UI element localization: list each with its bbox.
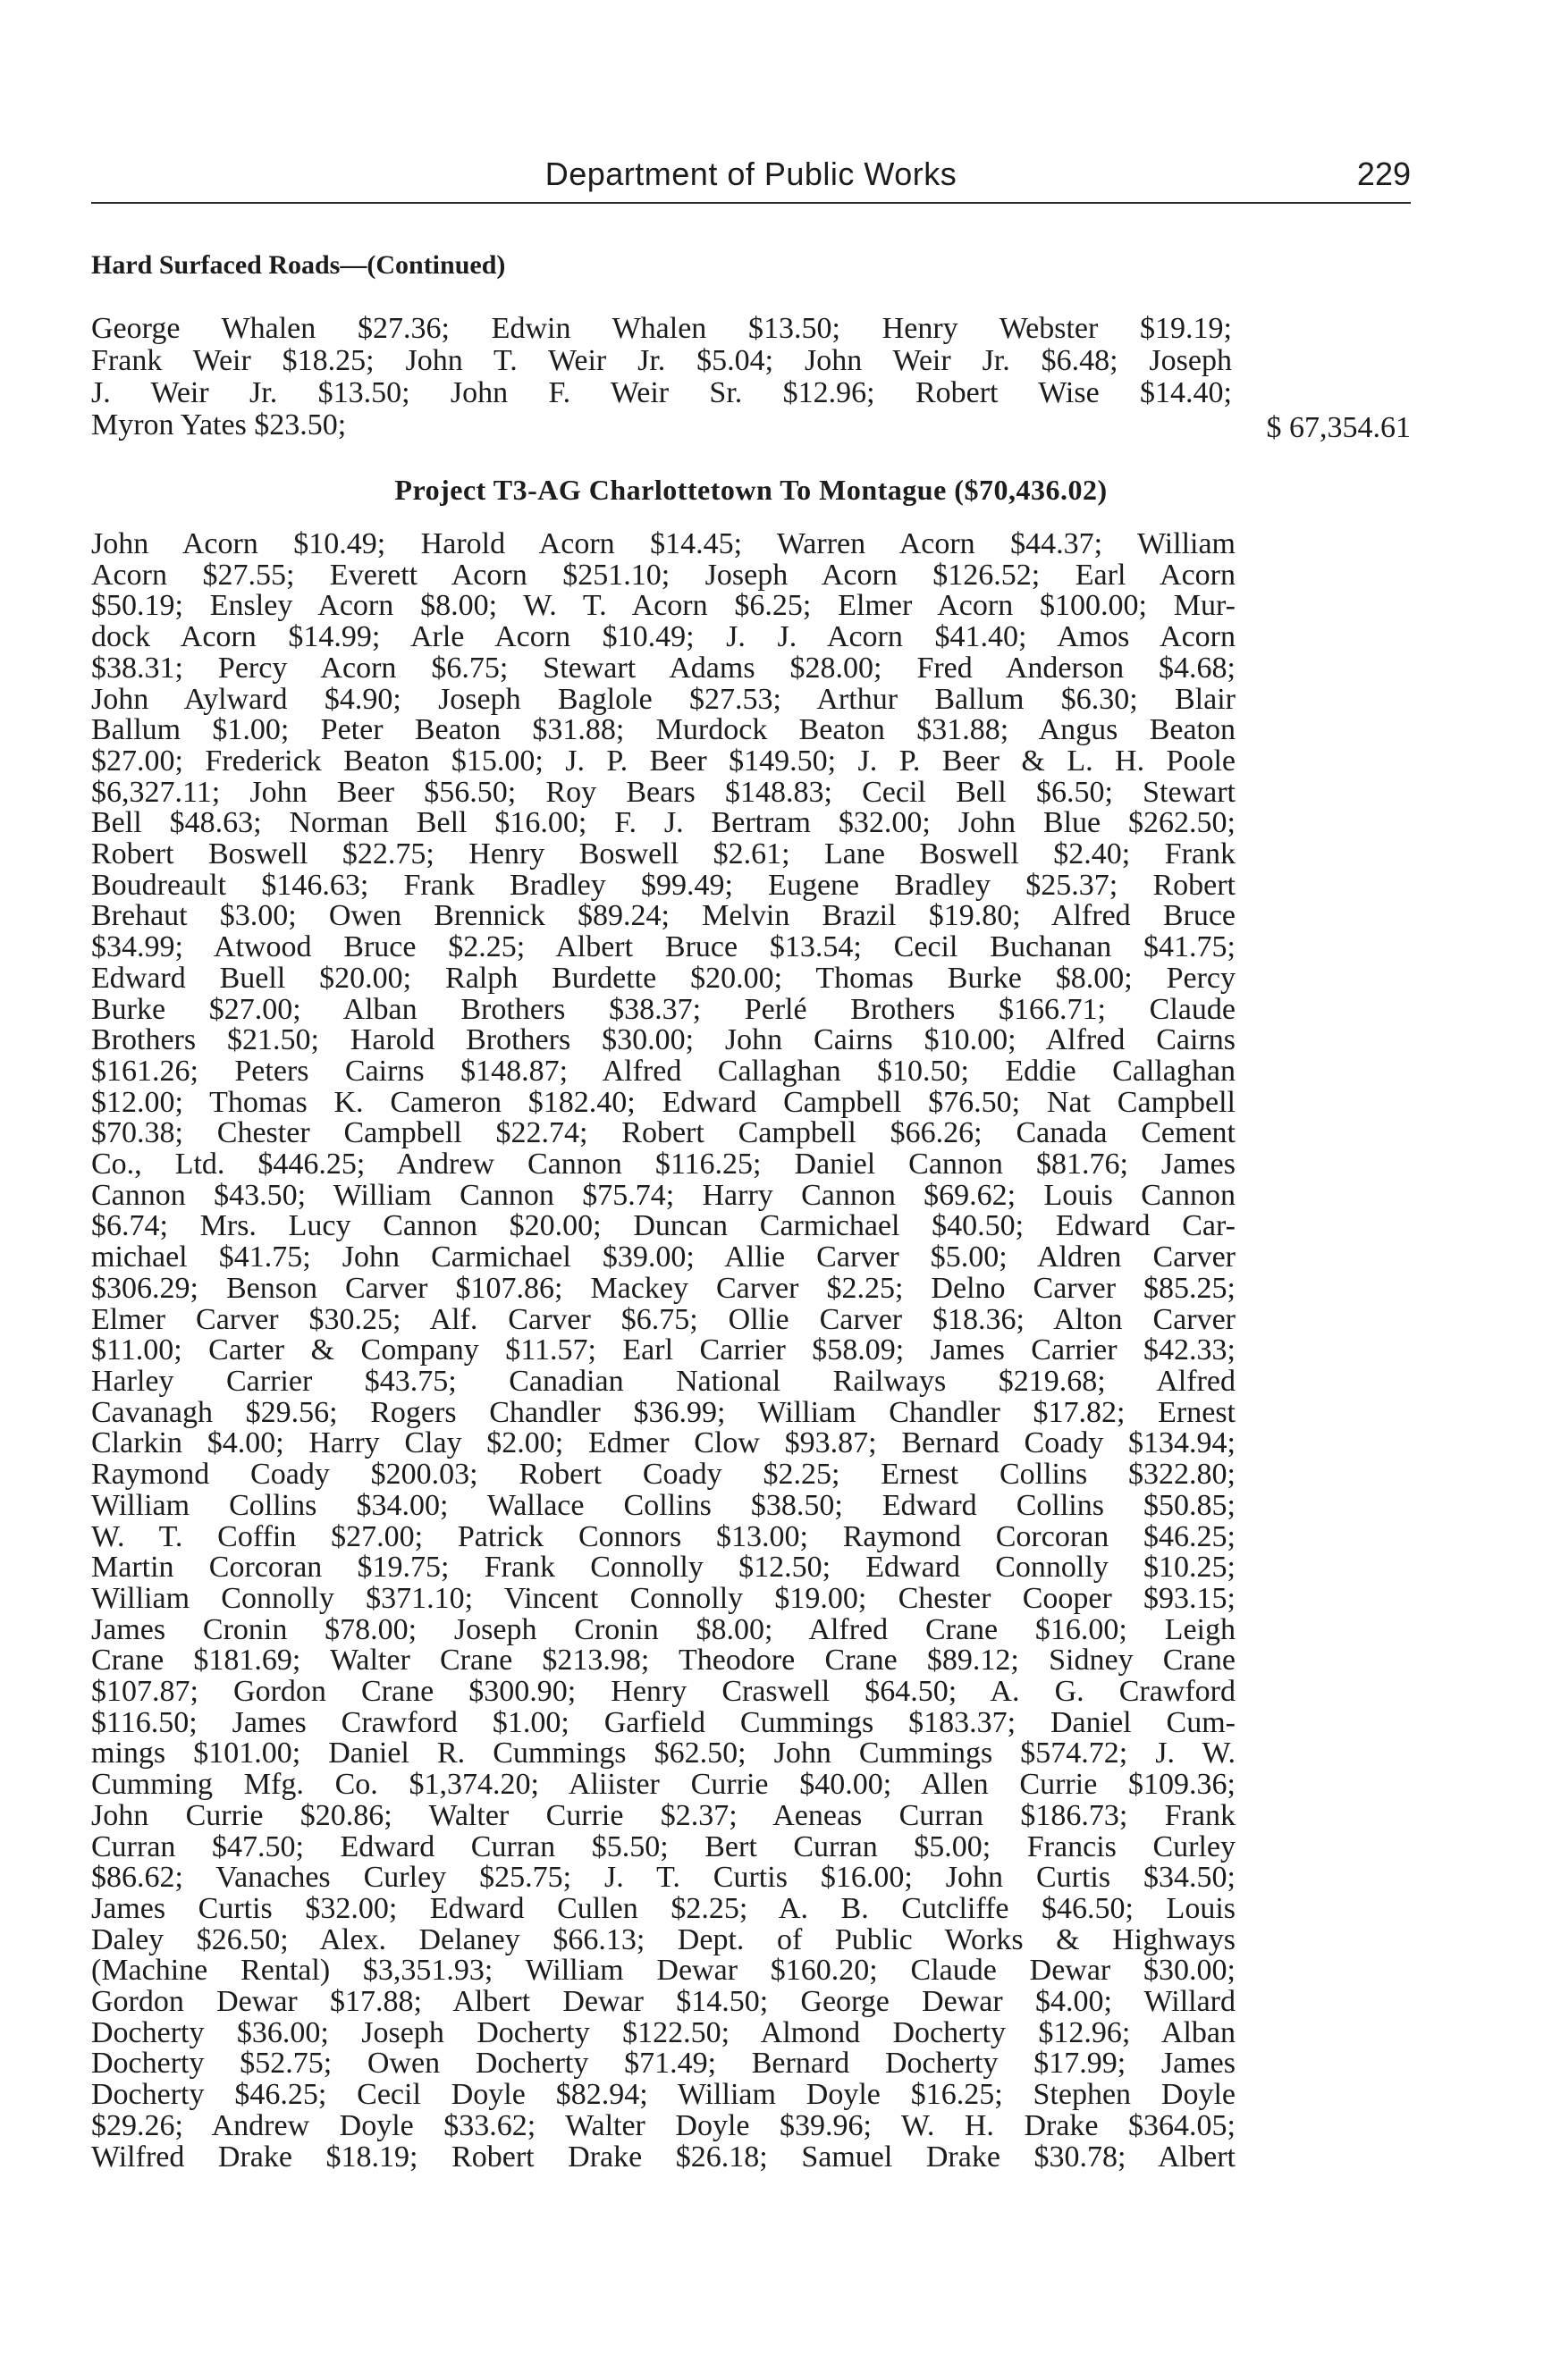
- paragraph-line: $86.62; Vanaches Curley $25.75; J. T. Curtis $16.00; John Curtis $34.50;: [91, 1861, 1236, 1895]
- paragraph-line: $12.00; Thomas K. Cameron $182.40; Edward Campbell $76.50; Nat Campbell: [91, 1085, 1236, 1119]
- paragraph-line: Brehaut $3.00; Owen Brennick $89.24; Melvin Brazil $19.80; Alfred Bruce: [91, 899, 1236, 933]
- paragraph-line: $34.99; Atwood Bruce $2.25; Albert Bruce $13.54; Cecil Buchanan $41.75;: [91, 930, 1236, 964]
- paragraph-line: michael $41.75; John Carmichael $39.00; Allie Carver $5.00; Aldren Carver: [91, 1240, 1236, 1274]
- paragraph-line: Robert Boswell $22.75; Henry Boswell $2.61; Lane Boswell $2.40; Frank: [91, 837, 1236, 871]
- paragraph-line: Ballum $1.00; Peter Beaton $31.88; Murdock Beaton $31.88; Angus Beaton: [91, 713, 1236, 747]
- paragraph-line: James Cronin $78.00; Joseph Cronin $8.00; Alfred Crane $16.00; Leigh: [91, 1612, 1236, 1646]
- paragraph-line: George Whalen $27.36; Edwin Whalen $13.50; Henry Webster $19.19;: [91, 312, 1232, 345]
- paragraph-line: Raymond Coady $200.03; Robert Coady $2.25; Ernest Collins $322.80;: [91, 1458, 1236, 1492]
- paragraph-line: Elmer Carver $30.25; Alf. Carver $6.75; Ollie Carver $18.36; Alton Carver: [91, 1302, 1236, 1336]
- paragraph-line: $161.26; Peters Cairns $148.87; Alfred Callaghan $10.50; Eddie Callaghan: [91, 1054, 1236, 1088]
- paragraph-line: Docherty $36.00; Joseph Docherty $122.50; Almond Docherty $12.96; Alban: [91, 2015, 1236, 2049]
- paragraph-line: Wilfred Drake $18.19; Robert Drake $26.18; Samuel Drake $30.78; Albert: [91, 2140, 1236, 2174]
- paragraph-line: $29.26; Andrew Doyle $33.62; Walter Doyle $39.96; W. H. Drake $364.05;: [91, 2108, 1236, 2142]
- paragraph-line: $11.00; Carter & Company $11.57; Earl Carrier $58.09; James Carrier $42.33;: [91, 1333, 1236, 1367]
- paragraph-line: Edward Buell $20.00; Ralph Burdette $20.00; Thomas Burke $8.00; Percy: [91, 961, 1236, 995]
- paragraph-line: $38.31; Percy Acorn $6.75; Stewart Adams $28.00; Fred Anderson $4.68;: [91, 651, 1236, 685]
- paragraph-line: Cavanagh $29.56; Rogers Chandler $36.99; William Chandler $17.82; Ernest: [91, 1395, 1236, 1429]
- paragraph-line: Brothers $21.50; Harold Brothers $30.00; John Cairns $10.00; Alfred Cairns: [91, 1023, 1236, 1057]
- project-heading: Project T3-AG Charlottetown To Montague ($70,436.02): [394, 474, 1108, 506]
- paragraph-line: John Acorn $10.49; Harold Acorn $14.45; Warren Acorn $44.37; William: [91, 527, 1236, 560]
- second-paragraph: [91, 529, 1236, 2173]
- paragraph-line: William Connolly $371.10; Vincent Connolly $19.00; Chester Cooper $93.15;: [91, 1581, 1236, 1615]
- paragraph-line: Frank Weir $18.25; John T. Weir Jr. $5.04; John Weir Jr. $6.48; Joseph: [91, 344, 1232, 377]
- paragraph-line: John Currie $20.86; Walter Currie $2.37; Aeneas Curran $186.73; Frank: [91, 1798, 1236, 1832]
- paragraph-line: William Collins $34.00; Wallace Collins $38.50; Edward Collins $50.85;: [91, 1488, 1236, 1522]
- paragraph-line: Curran $47.50; Edward Curran $5.50; Bert Curran $5.00; Francis Curley: [91, 1829, 1236, 1863]
- paragraph-line: John Aylward $4.90; Joseph Baglole $27.53; Arthur Ballum $6.30; Blair: [91, 682, 1236, 716]
- paragraph-line: $6.74; Mrs. Lucy Cannon $20.00; Duncan Carmichael $40.50; Edward Car-: [91, 1209, 1236, 1243]
- section-heading: Hard Surfaced Roads—(Continued): [91, 250, 506, 280]
- paragraph-line: mings $101.00; Daniel R. Cummings $62.50; John Cummings $574.72; J. W.: [91, 1737, 1236, 1770]
- paragraph-line: Docherty $46.25; Cecil Doyle $82.94; William Doyle $16.25; Stephen Doyle: [91, 2078, 1236, 2112]
- paragraph-line: Acorn $27.55; Everett Acorn $251.10; Joseph Acorn $126.52; Earl Acorn: [91, 558, 1236, 592]
- paragraph-line: $27.00; Frederick Beaton $15.00; J. P. Beer $149.50; J. P. Beer & L. H. Poole: [91, 744, 1236, 778]
- paragraph-line: Martin Corcoran $19.75; Frank Connolly $12.50; Edward Connolly $10.25;: [91, 1551, 1236, 1585]
- paragraph-line: Gordon Dewar $17.88; Albert Dewar $14.50; George Dewar $4.00; Willard: [91, 1985, 1236, 2019]
- paragraph-line: Crane $181.69; Walter Crane $213.98; Theodore Crane $89.12; Sidney Crane: [91, 1644, 1236, 1678]
- paragraph-line: $107.87; Gordon Crane $300.90; Henry Craswell $64.50; A. G. Crawford: [91, 1675, 1236, 1709]
- paragraph-line: dock Acorn $14.99; Arle Acorn $10.49; J. J. Acorn $41.40; Amos Acorn: [91, 620, 1236, 654]
- paragraph-line: Myron Yates $23.50;: [91, 408, 347, 442]
- section-total: $ 67,354.61: [1266, 411, 1411, 444]
- paragraph-line: Bell $48.63; Norman Bell $16.00; F. J. Bertram $32.00; John Blue $262.50;: [91, 806, 1236, 840]
- paragraph-line: Cumming Mfg. Co. $1,374.20; Aliister Currie $40.00; Allen Currie $109.36;: [91, 1768, 1236, 1802]
- page-header: [91, 152, 1411, 204]
- paragraph-line: Daley $26.50; Alex. Delaney $66.13; Dept. of Public Works & Highways: [91, 1922, 1236, 1956]
- paragraph-line: $70.38; Chester Campbell $22.74; Robert Campbell $66.26; Canada Cement: [91, 1116, 1236, 1150]
- paragraph-line: Co., Ltd. $446.25; Andrew Cannon $116.25; Daniel Cannon $81.76; James: [91, 1148, 1236, 1182]
- first-paragraph: [91, 313, 1232, 442]
- paragraph-line: $6,327.11; John Beer $56.50; Roy Bears $148.83; Cecil Bell $6.50; Stewart: [91, 775, 1236, 809]
- paragraph-line: Clarkin $4.00; Harry Clay $2.00; Edmer Clow $93.87; Bernard Coady $134.94;: [91, 1426, 1236, 1460]
- paragraph-line: W. T. Coffin $27.00; Patrick Connors $13.00; Raymond Corcoran $46.25;: [91, 1519, 1236, 1553]
- paragraph-line: (Machine Rental) $3,351.93; William Dewar $160.20; Claude Dewar $30.00;: [91, 1954, 1236, 1988]
- paragraph-line: Boudreault $146.63; Frank Bradley $99.49; Eugene Bradley $25.37; Robert: [91, 868, 1236, 902]
- paragraph-line: Harley Carrier $43.75; Canadian National Railways $219.68; Alfred: [91, 1364, 1236, 1398]
- paragraph-line: Cannon $43.50; William Cannon $75.74; Harry Cannon $69.62; Louis Cannon: [91, 1178, 1236, 1212]
- paragraph-line: $306.29; Benson Carver $107.86; Mackey Carver $2.25; Delno Carver $85.25;: [91, 1271, 1236, 1305]
- paragraph-line: James Curtis $32.00; Edward Cullen $2.25; A. B. Cutcliffe $46.50; Louis: [91, 1891, 1236, 1925]
- paragraph-line: Docherty $52.75; Owen Docherty $71.49; Bernard Docherty $17.99; James: [91, 2047, 1236, 2081]
- paragraph-line: $116.50; James Crawford $1.00; Garfield Cummings $183.37; Daniel Cum-: [91, 1705, 1236, 1739]
- paragraph-line: Burke $27.00; Alban Brothers $38.37; Perlé Brothers $166.71; Claude: [91, 992, 1236, 1026]
- running-header-title: Department of Public Works: [544, 156, 957, 192]
- page-number: 229: [1356, 156, 1411, 192]
- paragraph-line: $50.19; Ensley Acorn $8.00; W. T. Acorn $6.25; Elmer Acorn $100.00; Mur-: [91, 589, 1236, 623]
- paragraph-line: J. Weir Jr. $13.50; John F. Weir Sr. $12.96; Robert Wise $14.40;: [91, 376, 1232, 409]
